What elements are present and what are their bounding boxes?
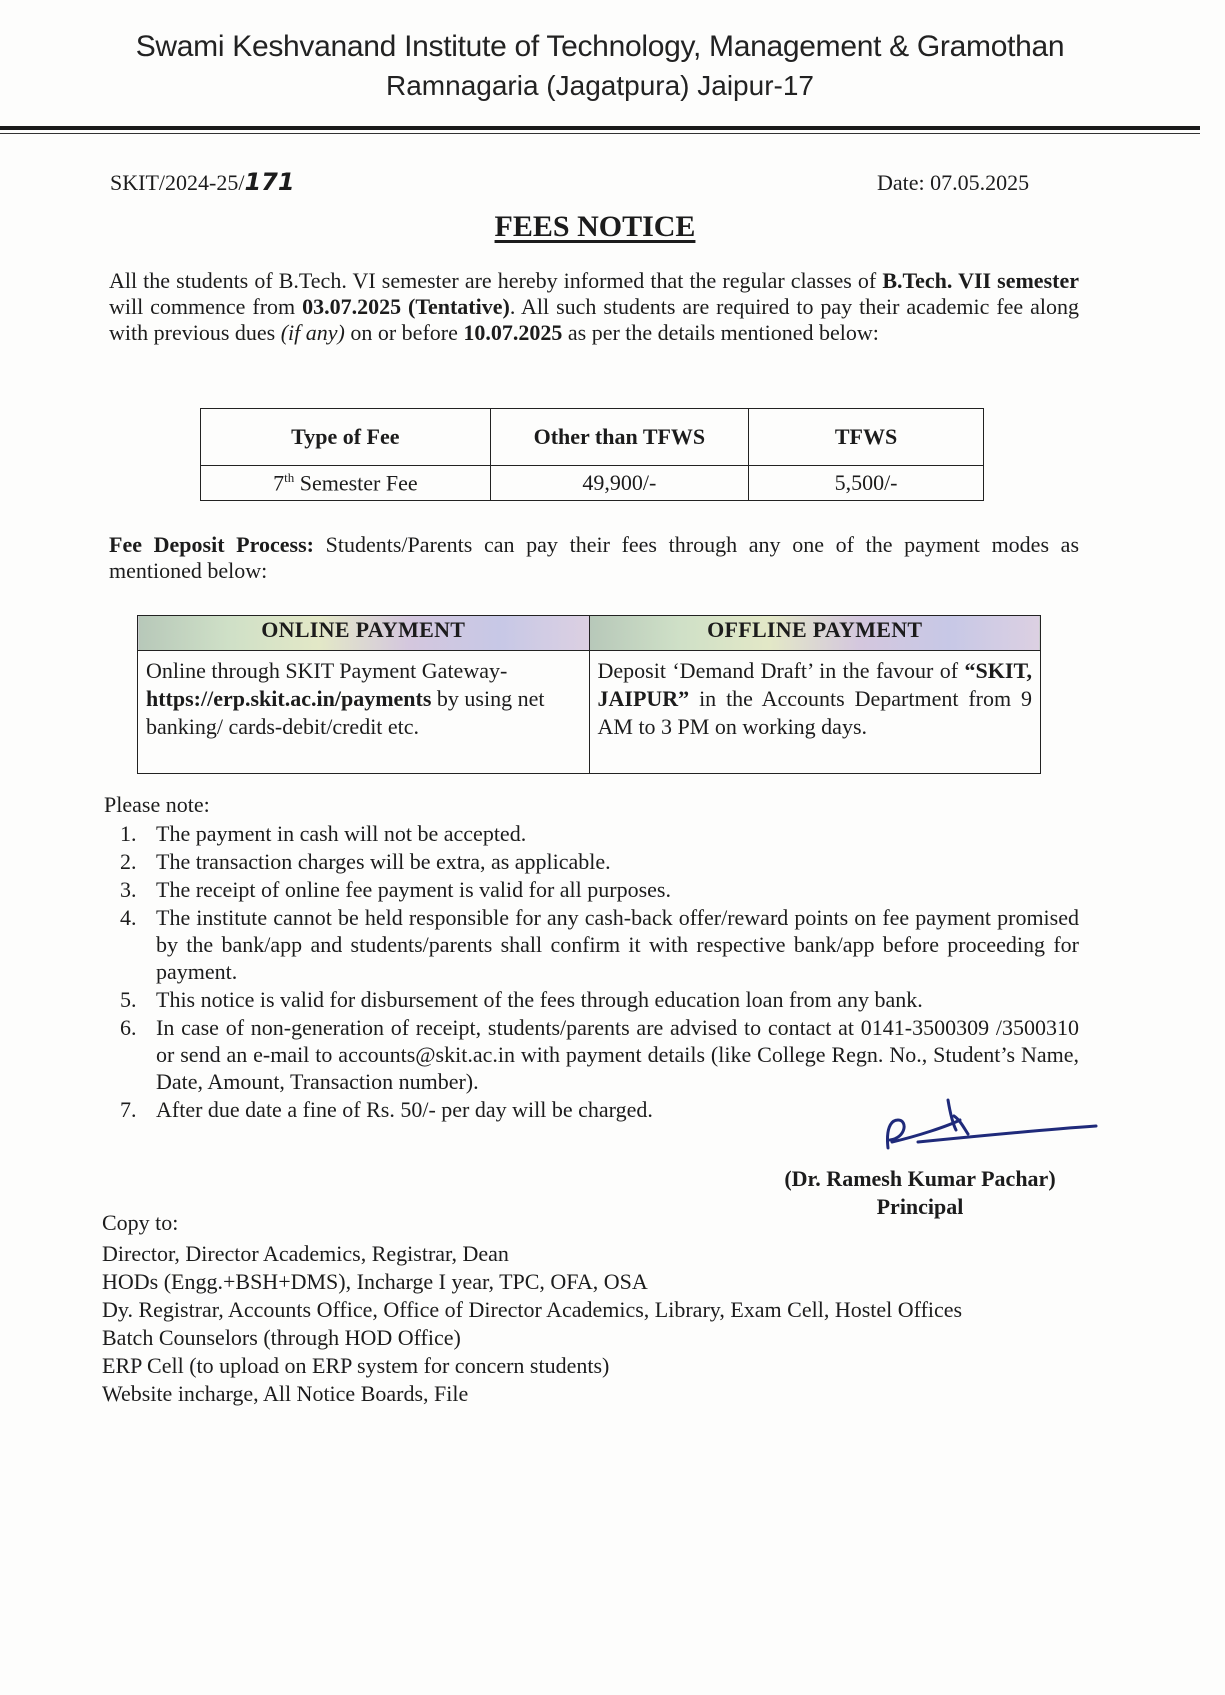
copy-to-item: Dy. Registrar, Accounts Office, Office of Director Academics, Library, Exam Cell, Hostel Offices [102, 1297, 963, 1322]
copy-to-item: HODs (Engg.+BSH+DMS), Incharge I year, TPC, OFA, OSA [102, 1269, 648, 1294]
note-number: 6. [120, 1015, 137, 1040]
copy-to-heading: Copy to: [102, 1210, 179, 1235]
payment-table [137, 615, 1041, 774]
notes-heading: Please note: [104, 792, 210, 817]
online-payment-header: ONLINE PAYMENT [138, 616, 590, 651]
deposit-label: Fee Deposit Process: [109, 532, 314, 557]
reference-prefix: SKIT/2024-25/ [110, 170, 245, 195]
note-item [104, 876, 1079, 903]
fee-table-row [201, 466, 984, 501]
note-text: This notice is valid for disbursement of the fees through education loan from any bank. [156, 987, 923, 1012]
intro-semester: B.Tech. VII semester [882, 268, 1079, 293]
reference-handwritten-number: 171 [244, 168, 295, 196]
note-item [104, 820, 1079, 847]
notice-title: FEES NOTICE [494, 210, 696, 243]
institute-name: Swami Keshvanand Institute of Technology, Management & Gramothan [135, 30, 1065, 63]
online-text-1: Online through SKIT Payment Gateway- [146, 658, 508, 683]
notes-list [104, 820, 1079, 1124]
intro-text-5: as per the details mentioned below: [562, 320, 879, 345]
note-text: In case of non-generation of receipt, students/parents are advised to contact at 0141-3500309 /3500310 or send an e-mail to accounts@skit.ac.in with payment details (like College Regn. No., Student’s Name, Date, Amount, Transaction number). [156, 1015, 1079, 1094]
note-number: 2. [120, 849, 137, 874]
note-text: The payment in cash will not be accepted. [156, 821, 527, 846]
note-text: After due date a fine of Rs. 50/- per day will be charged. [156, 1097, 653, 1122]
note-item [104, 904, 1079, 985]
note-item [104, 1014, 1079, 1095]
note-text: The receipt of online fee payment is valid for all purposes. [156, 877, 671, 902]
note-number: 5. [120, 987, 137, 1012]
offline-payee: “SKIT, JAIPUR” [597, 658, 1032, 711]
notice-date: Date: 07.05.2025 [877, 170, 1030, 195]
copy-to-item: Director, Director Academics, Registrar, Dean [102, 1241, 509, 1266]
fee-type-label: Semester Fee [294, 470, 418, 496]
note-number: 7. [120, 1097, 137, 1122]
offline-payment-header: OFFLINE PAYMENT [589, 616, 1041, 651]
note-number: 1. [120, 821, 137, 846]
note-number: 4. [120, 905, 137, 930]
fee-header-type: Type of Fee [201, 409, 491, 466]
fee-table [200, 408, 984, 501]
fee-header-tfws: TFWS [749, 409, 984, 466]
fee-type-cell [201, 466, 491, 501]
intro-commence-date: 03.07.2025 (Tentative) [302, 294, 510, 319]
intro-text-1: All the students of B.Tech. VI semester are hereby informed that the regular classes of [109, 268, 883, 293]
copy-to-list [102, 1240, 962, 1408]
intro-text-4: on or before [344, 320, 464, 345]
intro-if-any: (if any) [280, 320, 345, 345]
offline-payment-cell [589, 651, 1041, 774]
intro-text-2: will commence from [109, 294, 303, 319]
online-payment-cell [138, 651, 590, 774]
payment-gateway-link[interactable]: https://erp.skit.ac.in/payments [146, 686, 432, 711]
intro-due-date: 10.07.2025 [463, 320, 563, 345]
note-text: The transaction charges will be extra, as applicable. [156, 849, 611, 874]
copy-to-item: Website incharge, All Notice Boards, File [102, 1381, 469, 1406]
fee-semester-suffix: th [284, 469, 295, 485]
header-rule-thick [0, 126, 1200, 130]
intro-text-3: . All such students are required to pay their academic fee along with previous dues [109, 294, 1079, 345]
note-item [104, 986, 1079, 1013]
header-rule-thin [0, 133, 1200, 134]
note-number: 3. [120, 877, 137, 902]
offline-text-1: Deposit ‘Demand Draft’ in the favour of [597, 658, 965, 683]
online-text-2: by using net banking/ cards-debit/credit etc. [146, 686, 545, 739]
offline-text-2: in the Accounts Department from 9 AM to 3 PM on working days. [597, 686, 1032, 739]
reference-number [110, 168, 295, 196]
deposit-paragraph [109, 532, 1079, 584]
principal-signature-icon [878, 1090, 1098, 1160]
note-text: The institute cannot be held responsible for any cash-back offer/reward points on fee payment promised by the bank/app and students/parents shall confirm it with respective bank/app before proceeding for payment. [156, 905, 1079, 984]
fee-header-other: Other than TFWS [490, 409, 748, 466]
payment-table-header-row [138, 616, 1041, 651]
copy-to-item: Batch Counselors (through HOD Office) [102, 1325, 461, 1350]
copy-to-item: ERP Cell (to upload on ERP system for concern students) [102, 1353, 610, 1378]
deposit-text: Students/Parents can pay their fees through any one of the payment modes as mentioned below: [109, 532, 1080, 583]
intro-paragraph [109, 268, 1079, 346]
fee-semester-number: 7 [273, 470, 285, 496]
signatory-name: (Dr. Ramesh Kumar Pachar) [784, 1166, 1056, 1191]
fee-table-header-row [201, 409, 984, 466]
fee-other-value: 49,900/- [490, 466, 748, 501]
signatory-title: Principal [876, 1194, 964, 1219]
payment-table-row [138, 651, 1041, 774]
institute-address: Ramnagaria (Jagatpura) Jaipur-17 [386, 70, 814, 101]
note-item [104, 848, 1079, 875]
fee-tfws-value: 5,500/- [749, 466, 984, 501]
